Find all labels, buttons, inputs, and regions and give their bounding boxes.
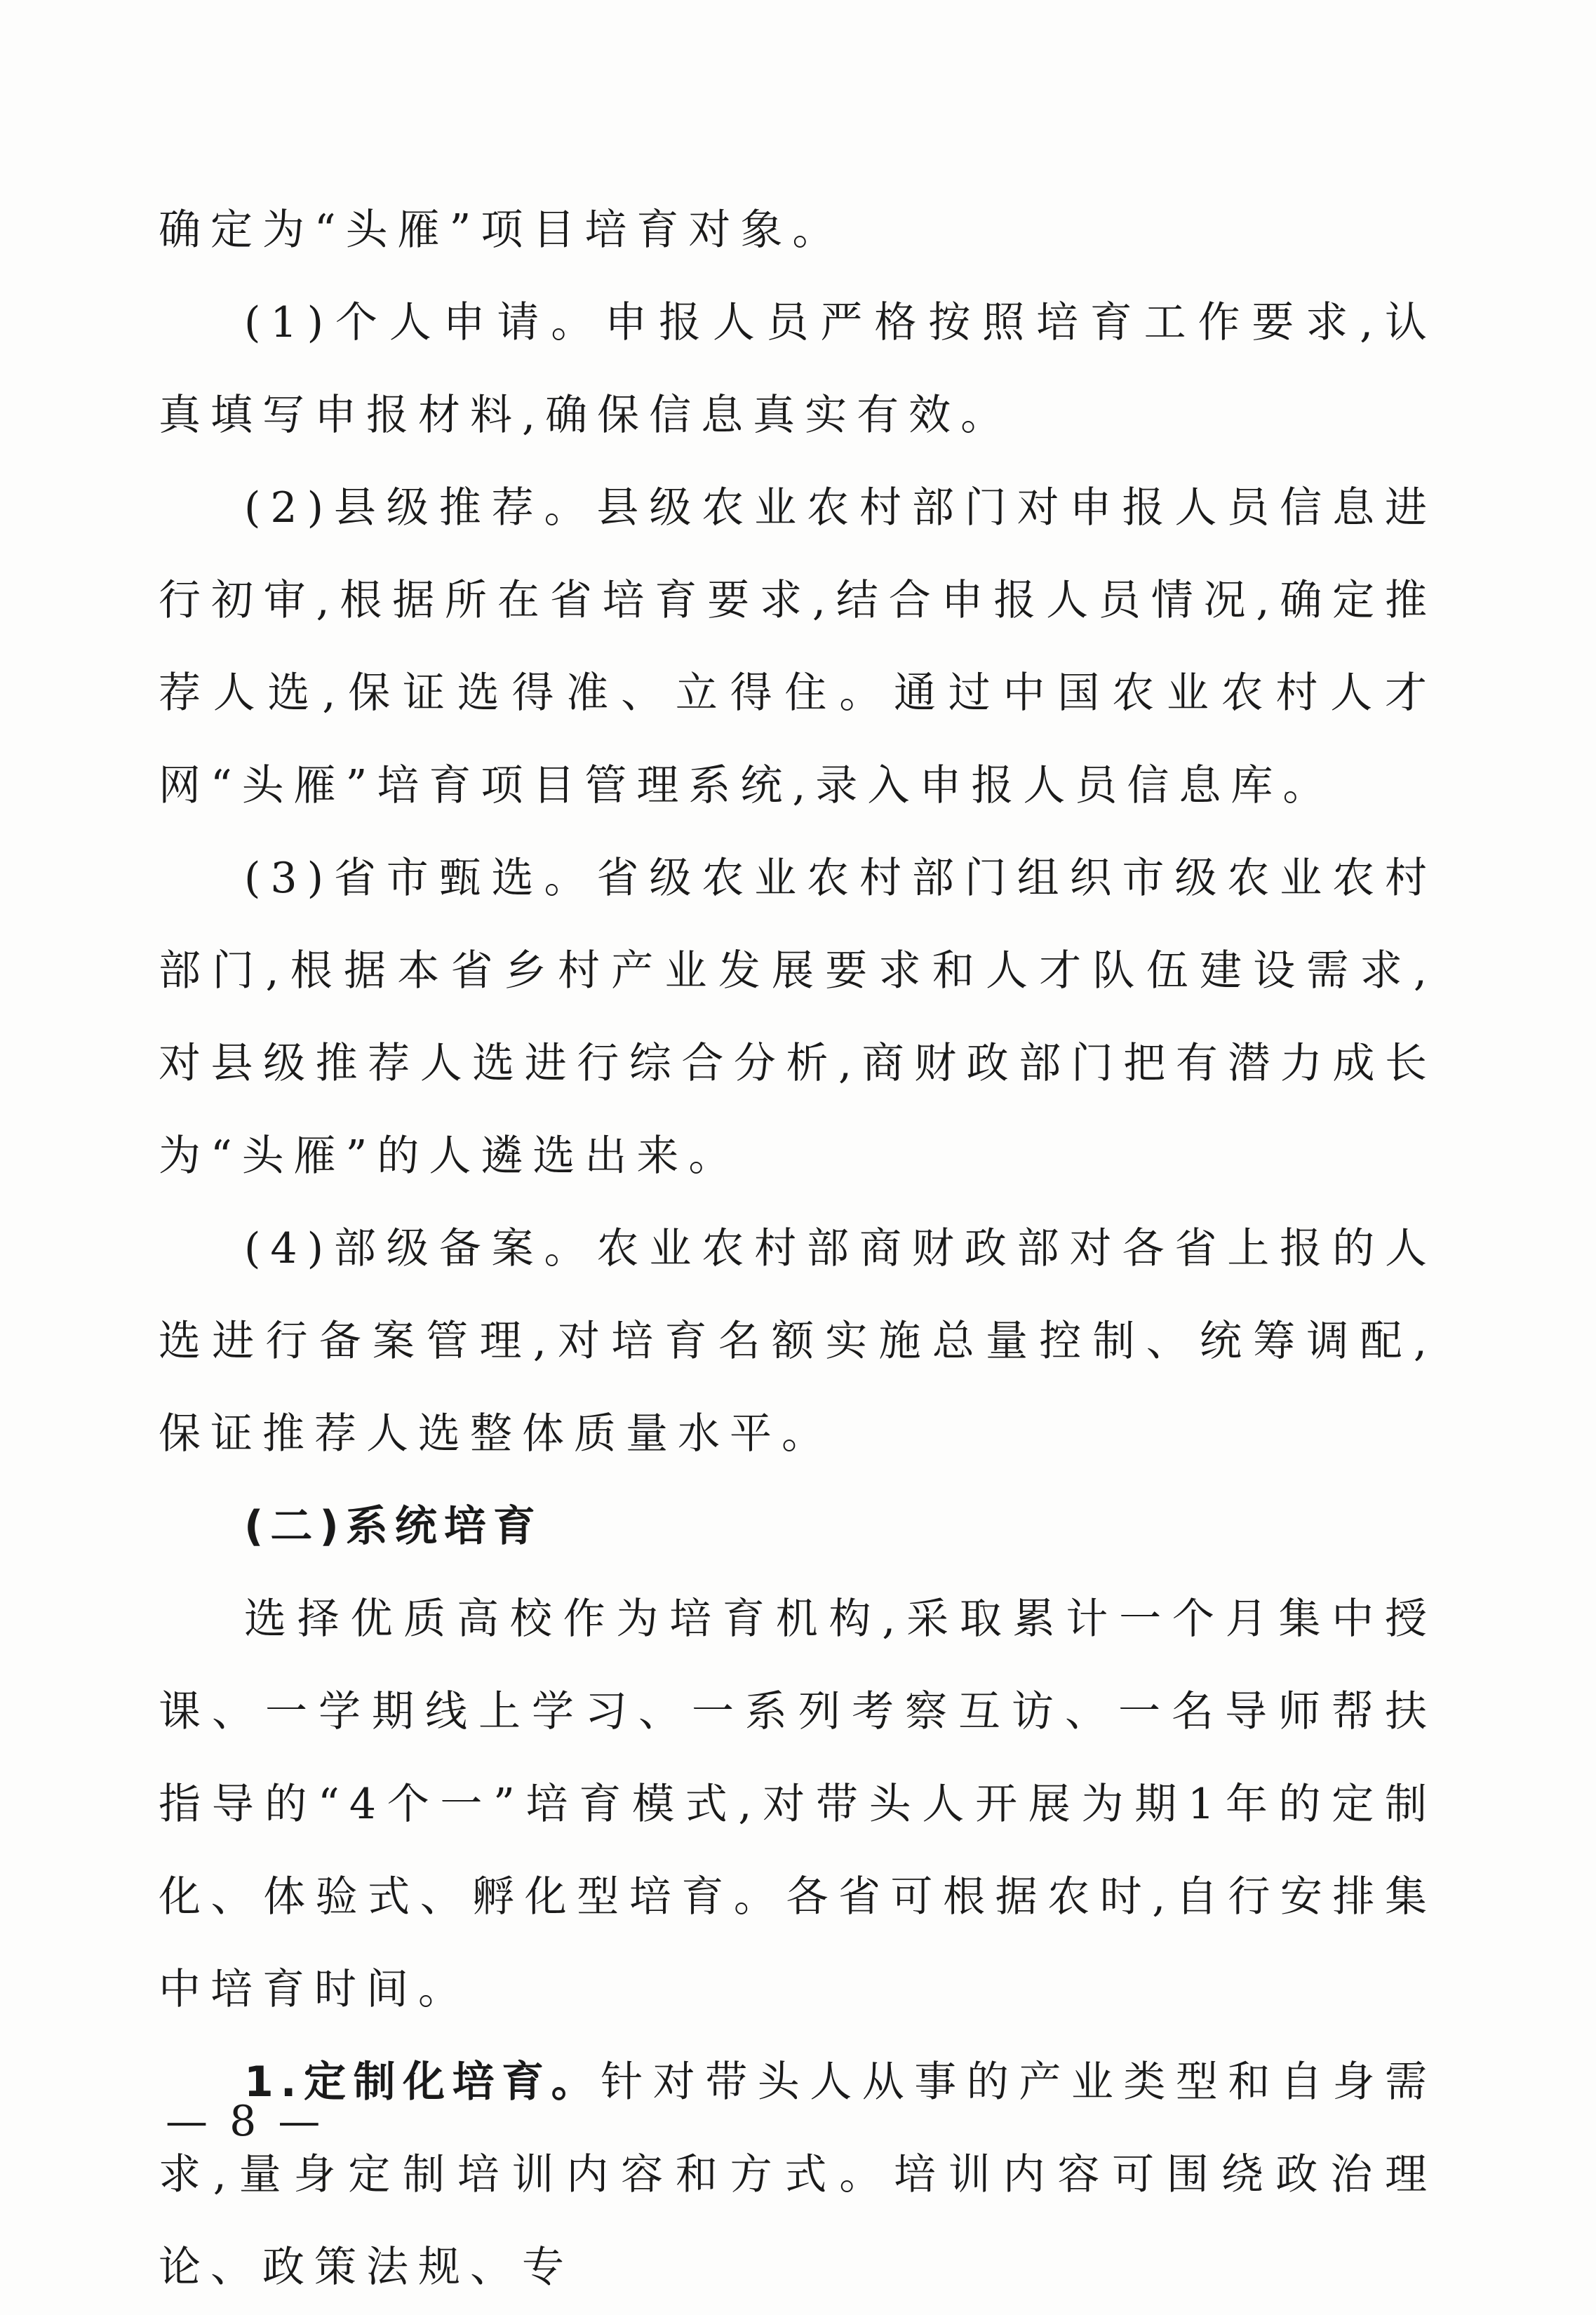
paragraph-county-recommendation: (2)县级推荐。县级农业农村部门对申报人员信息进行初审,根据所在省培育要求,结合申报人员情况,确定推荐人选,保证选得准、立得住。通过中国农业农村人才网“头雁”培育项目管理系统,录入申报人员信息库。 (159, 483, 1437, 810)
paragraph-personal-application: (1)个人申请。申报人员严格按照培育工作要求,认真填写申报材料,确保信息真实有效。 (159, 298, 1437, 440)
item-lead: 1.定制化培育。 (244, 2058, 601, 2107)
paragraph-continuation: 确定为“头雁”项目培育对象。 (159, 206, 845, 255)
paragraph-system-training: 选择优质高校作为培育机构,采取累计一个月集中授课、一学期线上学习、一系列考察互访、一名导师帮扶指导的“4个一”培育模式,对带头人开展为期1年的定制化、体验式、孵化型培育。各省可根据农时,自行安排集中培育时间。 (159, 1595, 1437, 2014)
section-heading: (二)系统培育 (244, 1502, 542, 1551)
page-number: — 8 — (166, 2097, 325, 2146)
document-body (159, 184, 1437, 2314)
item-text: 针对带头人从事的产业类型和自身需求,量身定制培训内容和方式。培训内容可围绕政治理论、政策法规、专 (159, 2058, 1437, 2292)
paragraph-ministry-filing: (4)部级备案。农业农村部商财政部对各省上报的人选进行备案管理,对培育名额实施总量控制、统筹调配,保证推荐人选整体质量水平。 (159, 1224, 1437, 1458)
paragraph-customized-training (159, 2036, 1437, 2314)
paragraph-province-selection: (3)省市甄选。省级农业农村部门组织市级农业农村部门,根据本省乡村产业发展要求和人才队伍建设需求,对县级推荐人选进行综合分析,商财政部门把有潜力成长为“头雁”的人遴选出来。 (159, 854, 1437, 1181)
